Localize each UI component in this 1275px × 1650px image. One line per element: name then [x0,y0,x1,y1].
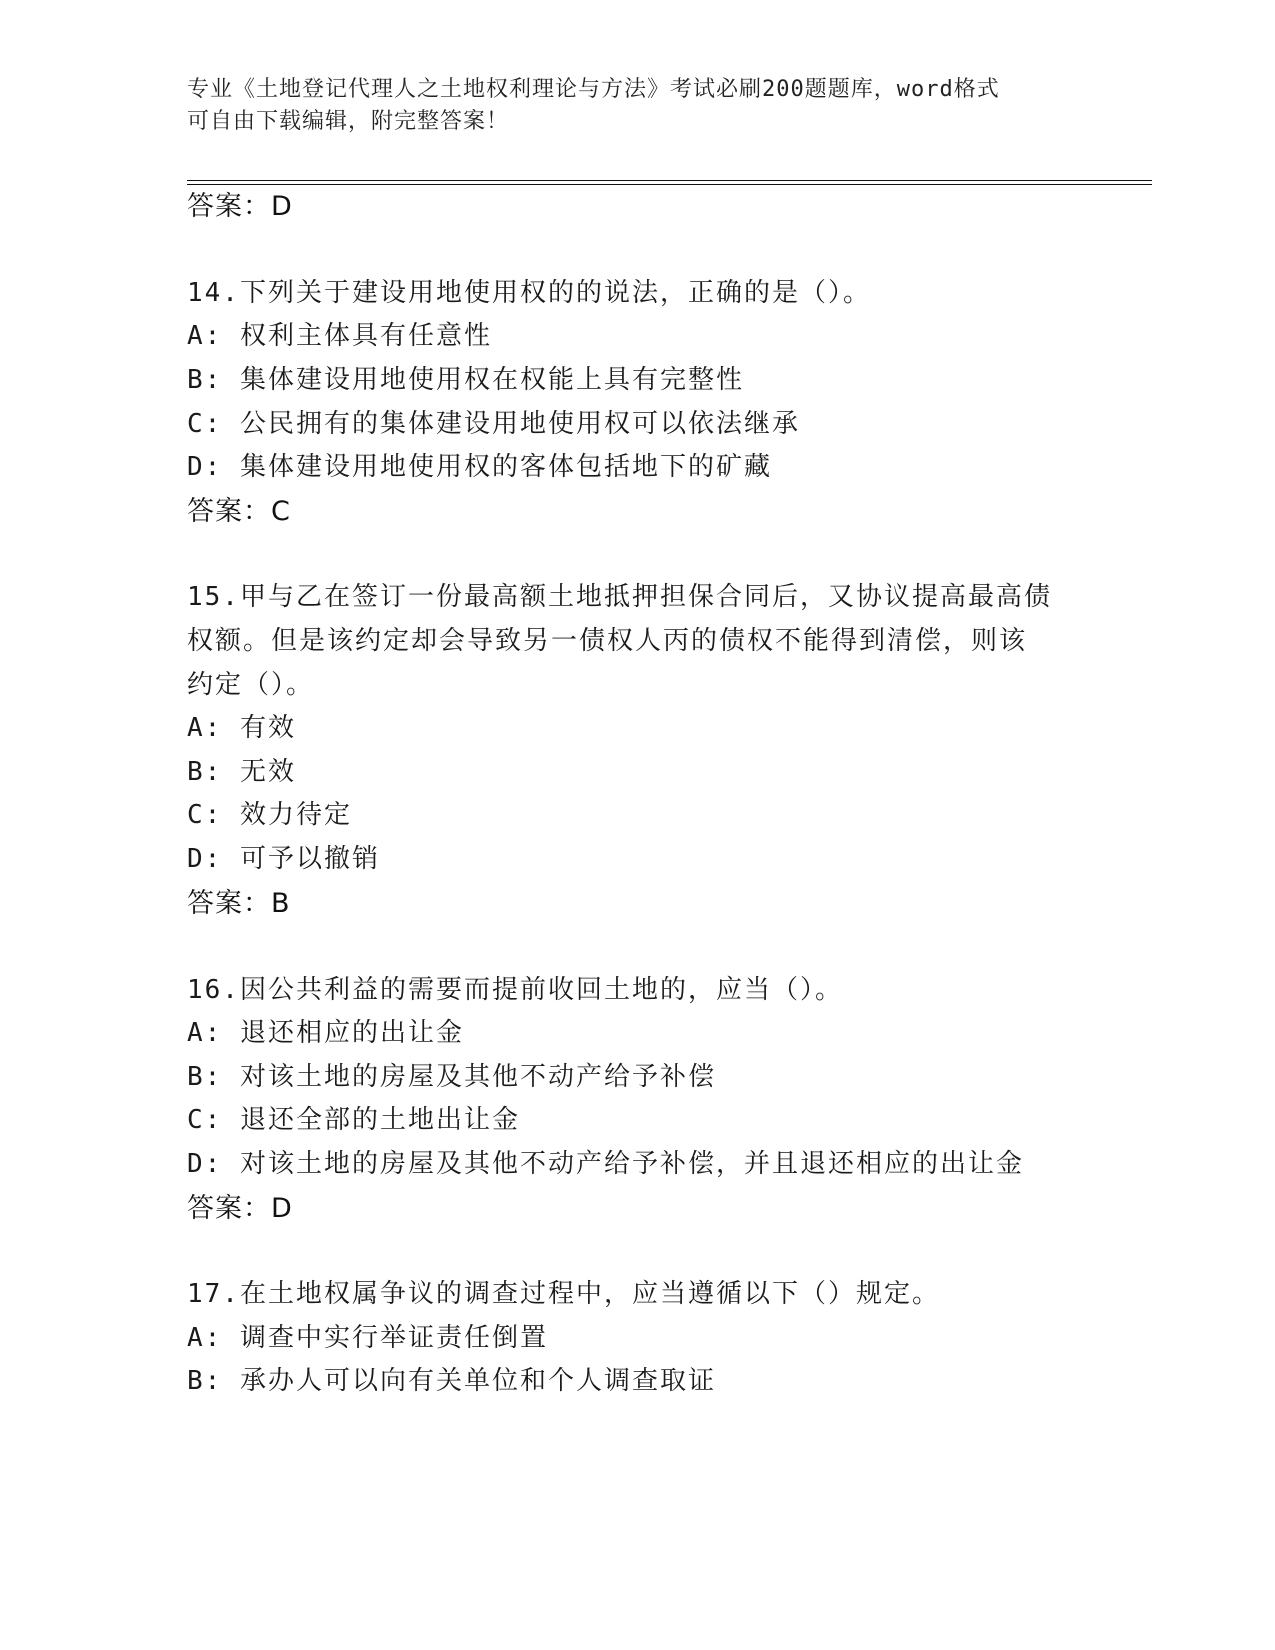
question-17-stem: 17.在土地权属争议的调查过程中，应当遵循以下（）规定。 [187,1279,940,1309]
question-16-option-c: C: 退还全部的土地出让金 [187,1105,520,1135]
question-15-option-c: C: 效力待定 [187,800,352,830]
question-16-option-b: B: 对该土地的房屋及其他不动产给予补偿 [187,1062,716,1092]
header-divider-top [187,180,1152,181]
question-14-stem: 14.下列关于建设用地使用权的的说法，正确的是（）。 [187,278,871,308]
question-14-option-c: C: 公民拥有的集体建设用地使用权可以依法继承 [187,409,800,439]
answer-label-14: 答案：C [187,496,291,527]
question-14-option-a: A: 权利主体具有任意性 [187,321,492,351]
question-14-option-b: B: 集体建设用地使用权在权能上具有完整性 [187,365,744,395]
question-15-stem-line-1: 15.甲与乙在签订一份最高额土地抵押担保合同后，又协议提高最高债 [187,582,1052,612]
question-16-option-d: D: 对该土地的房屋及其他不动产给予补偿，并且退还相应的出让金 [187,1149,1024,1179]
header-title-line-1: 专业《土地登记代理人之土地权利理论与方法》考试必刷200题题库，word格式 [187,77,1000,102]
header-title-line-2: 可自由下载编辑，附完整答案！ [187,109,510,134]
question-14-option-d: D: 集体建设用地使用权的客体包括地下的矿藏 [187,452,772,482]
question-15-stem-line-2: 权额。但是该约定却会导致另一债权人丙的债权不能得到清偿，则该 [187,626,1028,656]
question-15-option-b: B: 无效 [187,757,296,787]
question-17-option-a: A: 调查中实行举证责任倒置 [187,1323,548,1353]
question-16-stem: 16.因公共利益的需要而提前收回土地的，应当（）。 [187,975,843,1005]
document-header [187,74,1067,138]
question-16-option-a: A: 退还相应的出让金 [187,1018,464,1048]
question-17-option-b: B: 承办人可以向有关单位和个人调查取证 [187,1366,716,1396]
answer-label-16: 答案：D [187,1193,293,1224]
question-15-option-a: A: 有效 [187,713,296,743]
answer-label-13: 答案：D [187,191,293,222]
question-15-stem-line-3: 约定（）。 [187,670,315,700]
question-15-option-d: D: 可予以撤销 [187,844,380,874]
answer-label-15: 答案：B [187,888,291,919]
